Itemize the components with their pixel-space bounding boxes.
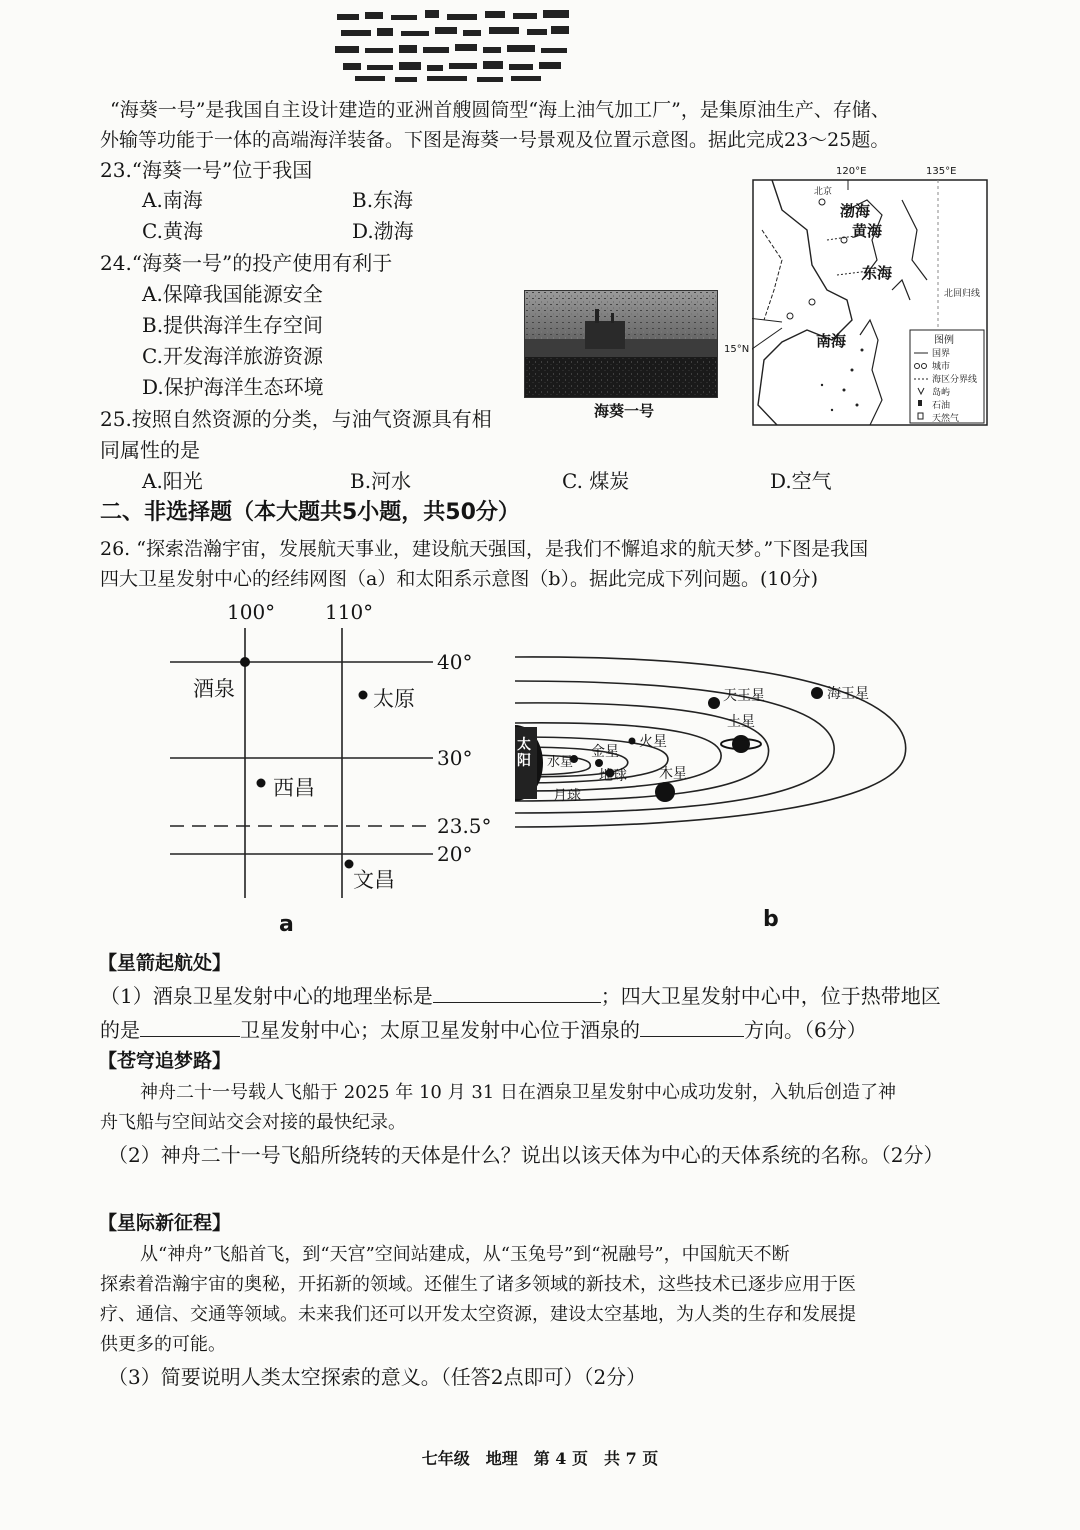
- legend-title: 图例: [934, 335, 954, 346]
- fig-b-venus: 金星: [591, 744, 619, 760]
- fig-a-label: a: [279, 912, 294, 937]
- part2-text-1: 神舟二十一号载人飞船于 2025 年 10 月 31 日在酒泉卫星发射中心成功发射，入轨后创造了神: [140, 1082, 896, 1103]
- legend-item-gas: 天然气: [932, 414, 960, 424]
- fig-b-uranus: 天王星: [723, 688, 765, 704]
- q24-option-a[interactable]: A.保障我国能源安全: [142, 282, 323, 306]
- part3-text-4: 供更多的可能。: [100, 1334, 226, 1355]
- q26-line-1: 26. “探索浩瀚宇宙，发展航天事业，建设航天强国，是我们不懈追求的航天梦。”下图是我国: [100, 538, 869, 560]
- fig-a-center-jiuquan: 酒泉: [193, 677, 235, 701]
- fig-a-center-xichang: 西昌: [273, 776, 315, 800]
- map-label-beijing: 北京: [814, 187, 833, 197]
- part2-heading: 【苍穹追梦路】: [98, 1050, 232, 1072]
- q25-stem-line-2: 同属性的是: [100, 438, 200, 462]
- part3-question: （3）简要说明人类太空探索的意义。（任答2点即可）（2分）: [108, 1365, 647, 1389]
- part2-text-2: 舟飞船与空间站交会对接的最快纪录。: [100, 1112, 406, 1133]
- fig-b-neptune: 海王星: [827, 686, 869, 702]
- blank-tropical-center[interactable]: [140, 1016, 240, 1037]
- part1-heading: 【星箭起航处】: [98, 952, 232, 974]
- map-label-tropic: 北回归线: [944, 289, 981, 299]
- fig-b-moon: 月球: [553, 788, 581, 804]
- q26-line-2: 四大卫星发射中心的经纬网图（a）和太阳系示意图（b）。据此完成下列问题。(10分): [100, 568, 818, 590]
- redacted-header: [335, 6, 573, 84]
- map-sea-nanhai: 南海: [816, 332, 847, 350]
- page-footer: 七年级 地理 第 4 页 共 7 页: [421, 1449, 659, 1468]
- q25-option-c[interactable]: C. 煤炭: [562, 469, 630, 493]
- fig-b-mars: 火星: [639, 734, 667, 750]
- section2-title: 二、非选择题（本大题共5小题，共50分）: [100, 500, 520, 525]
- part1-line2-b: 卫星发射中心；太原卫星发射中心位于酒泉的: [240, 1018, 640, 1042]
- part3-text-2: 探索着浩瀚宇宙的奥秘，开拓新的领域。还催生了诸多领域的新技术，这些技术已逐步应用于医: [100, 1274, 856, 1295]
- fig-a-lon-110: 110°: [325, 600, 374, 624]
- fig-b-saturn: 土星: [727, 714, 755, 730]
- figure-b: [515, 645, 915, 945]
- intro-line-1: “海葵一号”是我国自主设计建造的亚洲首艘圆筒型“海上油气加工厂”，是集原油生产、存储、: [110, 99, 890, 121]
- part3-text-1: 从“神舟”飞船首飞，到“天宫”空间站建成，从“玉兔号”到“祝融号”，中国航天不断: [140, 1244, 790, 1265]
- q24-stem: 24.“海葵一号”的投产使用有利于: [100, 251, 393, 275]
- fig-a-center-taiyuan: 太原: [373, 687, 415, 711]
- fig-b-label: b: [763, 907, 779, 932]
- q25-option-d[interactable]: D.空气: [770, 469, 832, 493]
- fig-a-lon-100: 100°: [227, 600, 276, 624]
- legend-item-border: 国界: [932, 349, 951, 359]
- intro-line-2: 外输等功能于一体的高端海洋装备。下图是海葵一号景观及位置示意图。据此完成23～25题。: [100, 129, 890, 151]
- fig-a-lat-20: 20°: [437, 842, 473, 866]
- part1-line2-c: 方向。（6分）: [744, 1018, 867, 1042]
- part1-line1-a: （1）酒泉卫星发射中心的地理坐标是: [100, 984, 433, 1008]
- q25-option-a[interactable]: A.阳光: [142, 469, 203, 493]
- blank-taiyuan-direction[interactable]: [640, 1016, 744, 1037]
- q23-option-c[interactable]: C.黄海: [142, 219, 203, 243]
- q24-option-d[interactable]: D.保护海洋生态环境: [142, 375, 324, 399]
- fig-a-center-wenchang: 文昌: [353, 868, 395, 892]
- fig-b-sun: 太阳: [517, 737, 531, 769]
- map-lat-15: 15°N: [724, 344, 750, 355]
- q23-option-b[interactable]: B.东海: [352, 188, 414, 212]
- legend-item-city: 城市: [932, 362, 951, 372]
- part3-heading: 【星际新征程】: [98, 1212, 232, 1234]
- legend-item-island: 岛屿: [932, 388, 951, 398]
- map-lon-135: 135°E: [926, 166, 957, 177]
- fig-b-mercury: 水星: [547, 755, 574, 770]
- map-lon-120: 120°E: [836, 166, 867, 177]
- legend-item-sea-boundary: 海区分界线: [932, 375, 978, 385]
- q25-stem-line-1: 25.按照自然资源的分类，与油气资源具有相: [100, 407, 492, 431]
- fig-a-lat-30: 30°: [437, 746, 473, 770]
- haikui-photo: [524, 290, 718, 398]
- blank-jiuquan-coordinates[interactable]: [433, 982, 601, 1003]
- map-sea-huanghai: 黄海: [852, 222, 883, 240]
- part3-text-3: 疗、通信、交通等领域。未来我们还可以开发太空资源，建设太空基地，为人类的生存和发展提: [100, 1304, 856, 1325]
- location-map: [724, 166, 988, 426]
- part1-line-1: [100, 982, 941, 1009]
- part1-line2-a: 的是: [100, 1018, 140, 1042]
- q24-option-c[interactable]: C.开发海洋旅游资源: [142, 344, 323, 368]
- q23-option-d[interactable]: D.渤海: [352, 219, 414, 243]
- fig-b-jupiter: 木星: [659, 766, 687, 782]
- figure-a: [165, 598, 495, 938]
- q25-option-b[interactable]: B.河水: [350, 469, 412, 493]
- q23-stem: 23.“海葵一号”位于我国: [100, 158, 313, 182]
- fig-a-lat-23-5: 23.5°: [437, 814, 492, 838]
- part1-line-2: [100, 1016, 867, 1043]
- fig-b-earth: 地球: [599, 768, 627, 784]
- part2-question: （2）神舟二十一号飞船所绕转的天体是什么？说出以该天体为中心的天体系统的名称。（2分）: [108, 1143, 944, 1167]
- map-sea-bohai: 渤海: [840, 202, 871, 220]
- q23-option-a[interactable]: A.南海: [142, 188, 203, 212]
- map-sea-donghai: 东海: [862, 264, 893, 282]
- part1-line1-b: ；四大卫星发射中心中，位于热带地区: [600, 984, 941, 1008]
- legend-item-oil: 石油: [932, 401, 951, 411]
- photo-caption: 海葵一号: [594, 402, 655, 420]
- q24-option-b[interactable]: B.提供海洋生存空间: [142, 313, 324, 337]
- fig-a-lat-40: 40°: [437, 650, 473, 674]
